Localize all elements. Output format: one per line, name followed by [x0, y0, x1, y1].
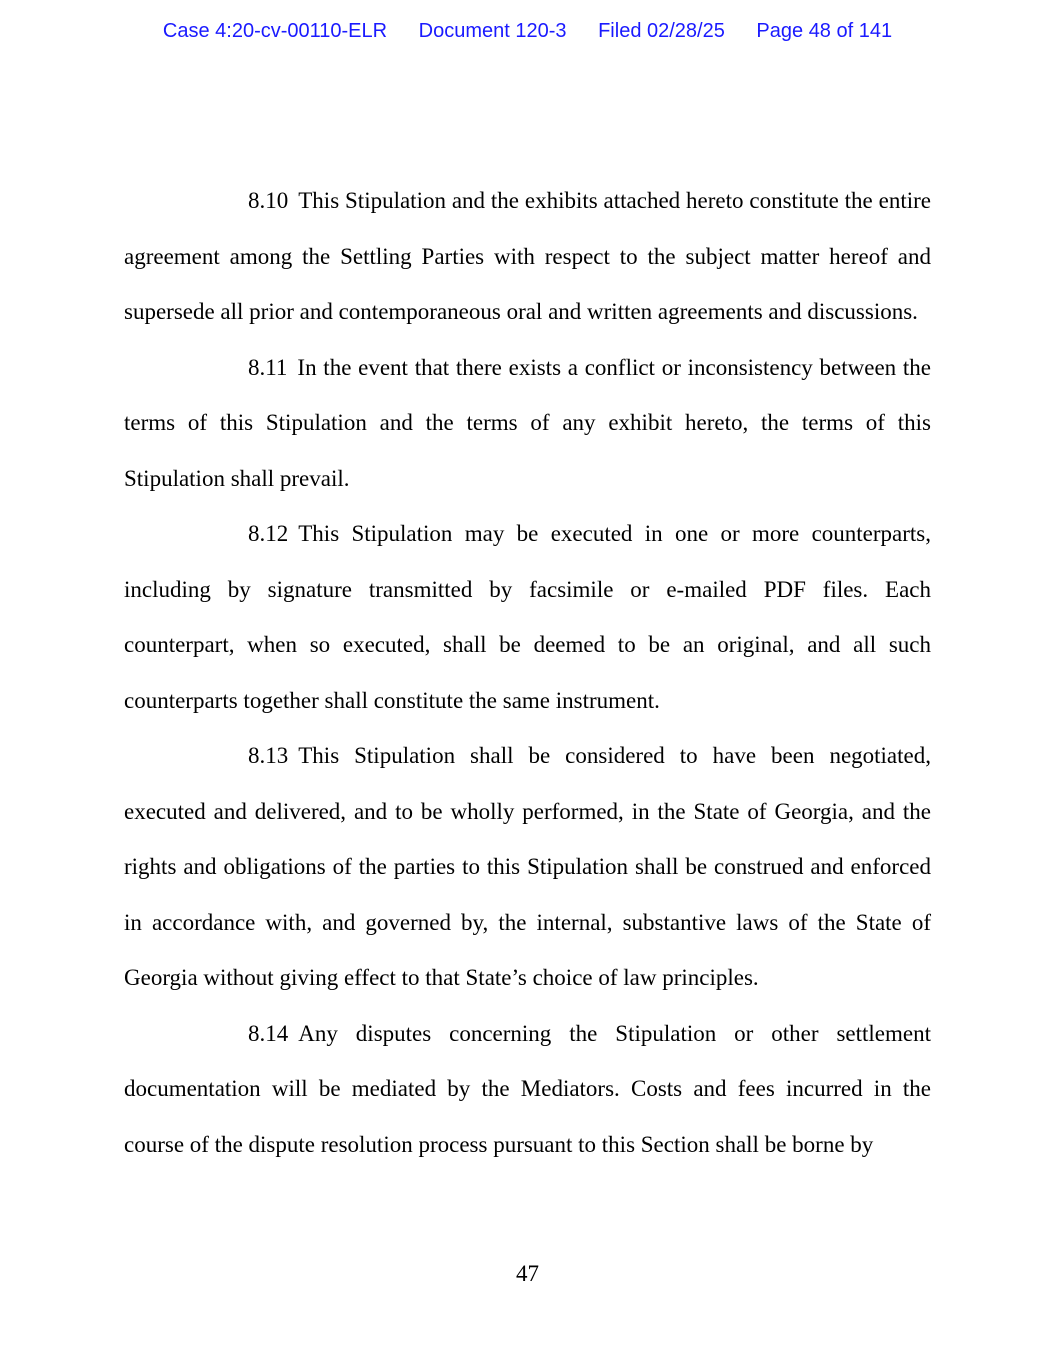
section-number: 8.10 — [248, 188, 289, 213]
page-count: Page 48 of 141 — [756, 20, 893, 42]
section-text: This Stipulation and the exhibits attached hereto constitute the entire agreement among the Settling Parties with respect to the subject matter hereof and supersede all prior and contemporaneous oral and written agreements and discussions. — [124, 188, 931, 324]
document-number: Document 120-3 — [418, 20, 567, 42]
section-8-14 — [124, 1006, 931, 1173]
ecf-filing-header — [0, 20, 1055, 43]
section-number: 8.11 — [248, 354, 288, 380]
section-text: This Stipulation may be executed in one or more counterparts, including by signature transmitted by facsimile or e-mailed PDF files. Each counterpart, when so executed, shall be deemed to be an original, and all such counterparts together shall constitute the same instrument. — [124, 521, 931, 713]
filed-date: Filed 02/28/25 — [598, 20, 725, 42]
section-text: Any disputes concerning the Stipulation or other settlement documentation will be mediated by the Mediators. Costs and fees incurred in the course of the dispute resolution process pursuant to this Section shall be borne by — [124, 1020, 931, 1157]
section-number: 8.13 — [248, 743, 289, 768]
section-8-13 — [124, 728, 931, 1006]
section-text: In the event that there exists a conflict or inconsistency between the terms of this Stipulation and the terms of any exhibit hereto, the terms of this Stipulation shall prevail. — [124, 354, 931, 491]
section-number: 8.12 — [248, 521, 289, 546]
case-number: Case 4:20-cv-00110-ELR — [162, 20, 388, 42]
section-8-12 — [124, 506, 931, 728]
page-number: 47 — [516, 1261, 539, 1286]
section-8-10 — [124, 173, 931, 340]
section-number: 8.14 — [248, 1020, 289, 1046]
section-text: This Stipulation shall be considered to have been negotiated, executed and delivered, and to be wholly performed, in the State of Georgia, and the rights and obligations of the parties to this Stipulation shall be construed and enforced in accordance with, and governed by, the internal, substantive laws of the State of Georgia without giving effect to that State’s choice of law principles. — [124, 743, 931, 990]
document-body — [124, 173, 931, 1172]
section-8-11 — [124, 340, 931, 507]
